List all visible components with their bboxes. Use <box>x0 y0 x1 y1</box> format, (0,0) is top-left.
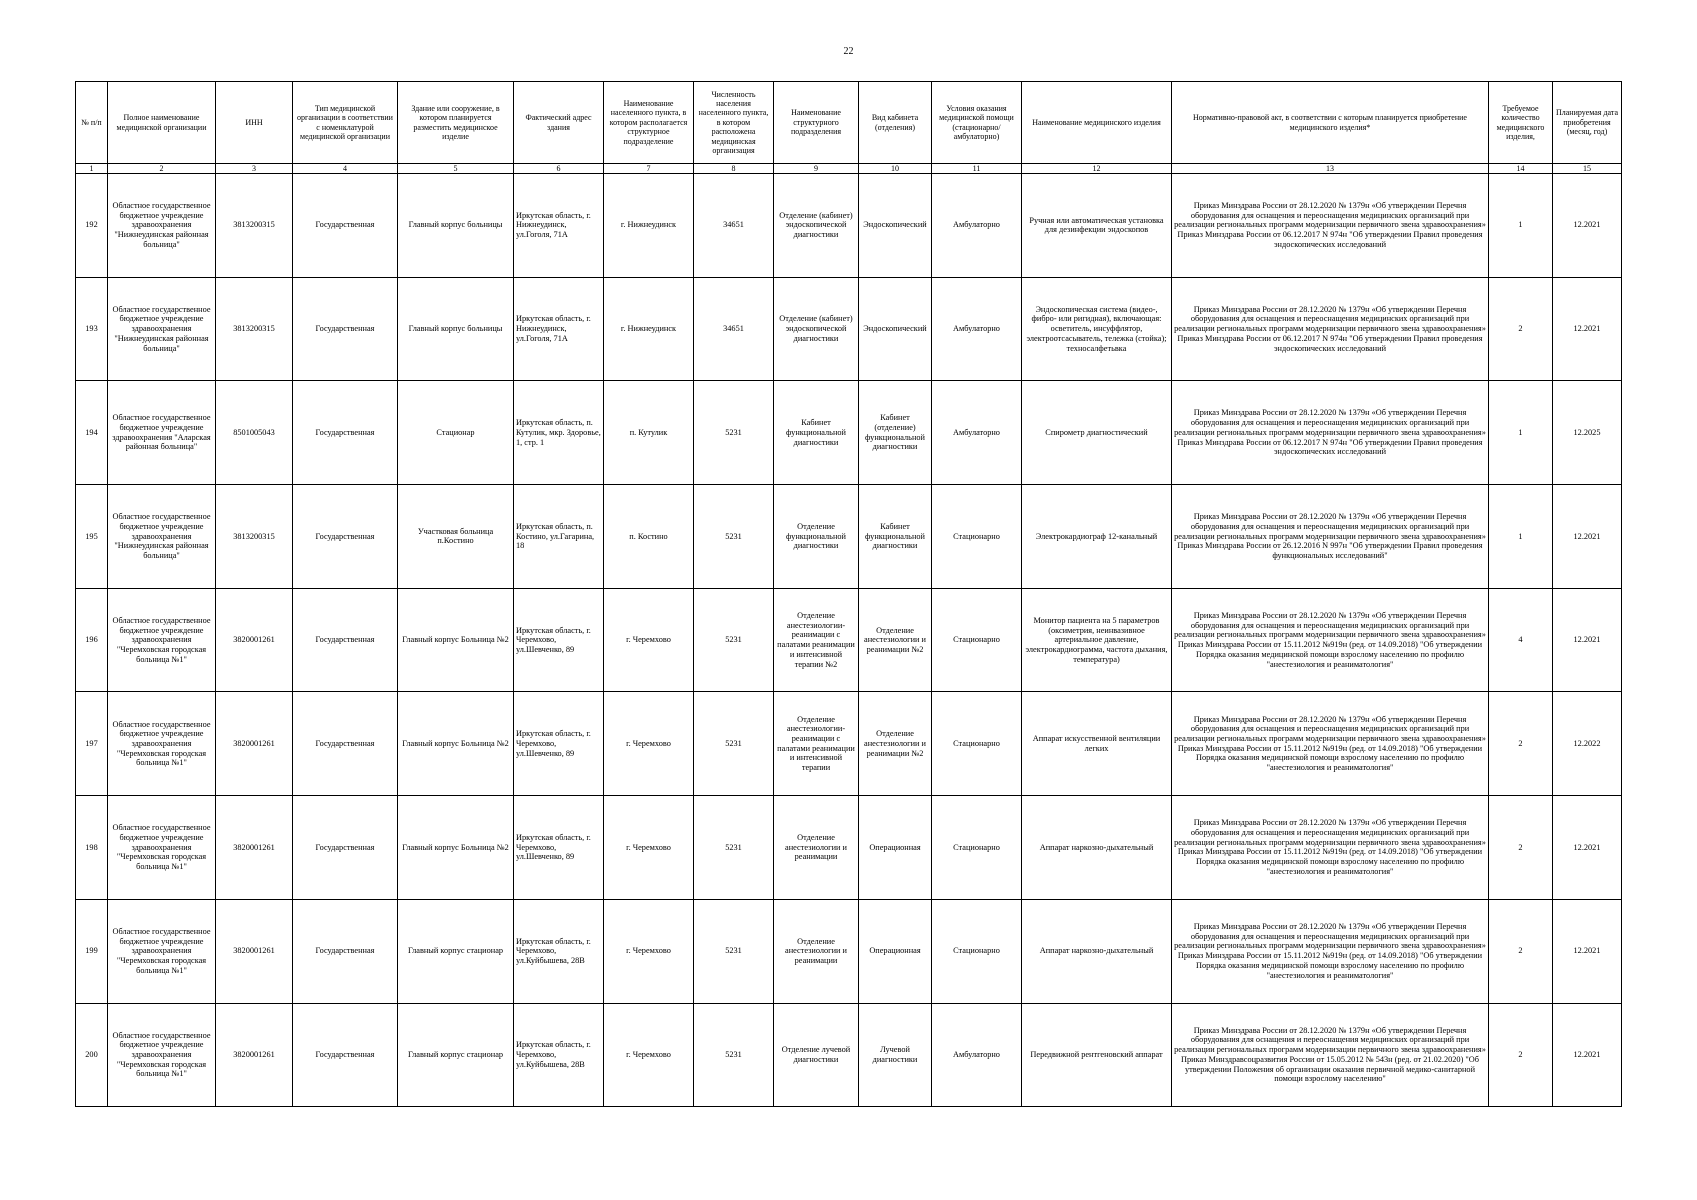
planned-date: 12.2021 <box>1553 796 1622 900</box>
device-name: Аппарат искусственной вентиляции легких <box>1022 692 1172 796</box>
building-name: Главный корпус Больница №2 <box>398 796 514 900</box>
table-row <box>76 381 1622 485</box>
division-name: Отделение (кабинет) эндоскопической диагностики <box>774 277 859 381</box>
population-value: 34651 <box>694 277 774 381</box>
row-number: 200 <box>76 1003 108 1107</box>
header-row <box>76 82 1622 164</box>
organization-name: Областное государственное бюджетное учреждение здравоохранения "Черемховская городская больница №1" <box>108 796 216 900</box>
table-row <box>76 1003 1622 1107</box>
regulatory-act: Приказ Минздрава России от 28.12.2020 № 1379н «Об утверждении Перечня оборудования для оснащения и переоснащения медицинских организаций при реализации региональных программ модернизации первичного звена здравоохранения» Приказ Минздрава России от 15.11.2012 №919н (ред. от 14.09.2018) "Об утверждении Порядка оказания медицинской помощи взрослому населению по профилю "анестезиология и реаниматология" <box>1172 796 1489 900</box>
row-number: 196 <box>76 588 108 692</box>
settlement-name: г. Черемхово <box>604 588 694 692</box>
inn-value: 3820001261 <box>216 899 293 1003</box>
division-name: Отделение лучевой диагностики <box>774 1003 859 1107</box>
division-name: Кабинет функциональной диагностики <box>774 381 859 485</box>
population-value: 5231 <box>694 381 774 485</box>
building-name: Главный корпус стационар <box>398 899 514 1003</box>
device-name: Передвижной рентгеновский аппарат <box>1022 1003 1172 1107</box>
column-number-row <box>76 164 1622 174</box>
population-value: 5231 <box>694 1003 774 1107</box>
cabinet-type: Эндоскопический <box>859 174 932 278</box>
building-address: Иркутская область, п. Кутулик, мкр. Здоровье, 1, стр. 1 <box>514 381 604 485</box>
column-number: 1 <box>76 164 108 174</box>
required-quantity: 1 <box>1489 381 1553 485</box>
device-name: Аппарат наркозно-дыхательный <box>1022 796 1172 900</box>
regulatory-act: Приказ Минздрава России от 28.12.2020 № 1379н «Об утверждении Перечня оборудования для оснащения и переоснащения медицинских организаций при реализации региональных программ модернизации первичного звена здравоохранения» Приказ Минздрава России от 06.12.2017 N 974н "Об утверждении Правил проведения эндоскопических исследований <box>1172 381 1489 485</box>
settlement-name: г. Черемхово <box>604 1003 694 1107</box>
column-number: 13 <box>1172 164 1489 174</box>
device-name: Спирометр диагностический <box>1022 381 1172 485</box>
table-row <box>76 588 1622 692</box>
division-name: Отделение анестезиологии-реанимации с палатами реанимации и интенсивной терапии №2 <box>774 588 859 692</box>
col-header: № п/п <box>76 82 108 164</box>
col-header: Нормативно-правовой акт, в соответствии с которым планируется приобретение медицинского изделия* <box>1172 82 1489 164</box>
planned-date: 12.2021 <box>1553 174 1622 278</box>
cabinet-type: Кабинет функциональной диагностики <box>859 485 932 589</box>
equipment-registry-table <box>75 81 1622 1107</box>
planned-date: 12.2021 <box>1553 899 1622 1003</box>
regulatory-act: Приказ Минздрава России от 28.12.2020 № 1379н «Об утверждении Перечня оборудования для оснащения и переоснащения медицинских организаций при реализации региональных программ модернизации первичного звена здравоохранения» Приказ Минздравсоцразвития России от 15.05.2012 № 543н (ред. от 21.02.2020) "Об утверждении Положения об организации оказания первичной медико-санитарной помощи взрослому населению" <box>1172 1003 1489 1107</box>
settlement-name: г. Нижнеудинск <box>604 277 694 381</box>
building-address: Иркутская область, г. Черемхово, ул.Шевченко, 89 <box>514 588 604 692</box>
inn-value: 3813200315 <box>216 485 293 589</box>
care-conditions: Стационарно <box>932 899 1022 1003</box>
organization-type: Государственная <box>293 485 398 589</box>
required-quantity: 4 <box>1489 588 1553 692</box>
division-name: Отделение анестезиологии-реанимации с палатами реанимации и интенсивной терапии <box>774 692 859 796</box>
organization-name: Областное государственное бюджетное учреждение здравоохранения "Черемховская городская больница №1" <box>108 1003 216 1107</box>
table-row <box>76 174 1622 278</box>
device-name: Электрокардиограф 12-канальный <box>1022 485 1172 589</box>
cabinet-type: Кабинет (отделение) функциональной диагностики <box>859 381 932 485</box>
inn-value: 3813200315 <box>216 174 293 278</box>
row-number: 198 <box>76 796 108 900</box>
population-value: 5231 <box>694 796 774 900</box>
inn-value: 3820001261 <box>216 796 293 900</box>
care-conditions: Амбулаторно <box>932 1003 1022 1107</box>
settlement-name: г. Черемхово <box>604 796 694 900</box>
organization-name: Областное государственное бюджетное учреждение здравоохранения "Нижнеудинская районная больница" <box>108 485 216 589</box>
inn-value: 8501005043 <box>216 381 293 485</box>
organization-type: Государственная <box>293 277 398 381</box>
care-conditions: Стационарно <box>932 796 1022 900</box>
table-row <box>76 796 1622 900</box>
col-header: Здание или сооружение, в котором планируется разместить медицинское изделие <box>398 82 514 164</box>
required-quantity: 2 <box>1489 692 1553 796</box>
inn-value: 3820001261 <box>216 588 293 692</box>
care-conditions: Амбулаторно <box>932 277 1022 381</box>
care-conditions: Стационарно <box>932 692 1022 796</box>
settlement-name: г. Черемхово <box>604 899 694 1003</box>
table-body <box>76 174 1622 1107</box>
building-address: Иркутская область, г. Черемхово, ул.Шевченко, 89 <box>514 796 604 900</box>
row-number: 194 <box>76 381 108 485</box>
table-row <box>76 277 1622 381</box>
table-row <box>76 485 1622 589</box>
col-header: Фактический адрес здания <box>514 82 604 164</box>
column-number: 9 <box>774 164 859 174</box>
population-value: 5231 <box>694 899 774 1003</box>
building-name: Стационар <box>398 381 514 485</box>
care-conditions: Амбулаторно <box>932 174 1022 278</box>
required-quantity: 1 <box>1489 174 1553 278</box>
col-header: Полное наименование медицинской организации <box>108 82 216 164</box>
care-conditions: Амбулаторно <box>932 381 1022 485</box>
regulatory-act: Приказ Минздрава России от 28.12.2020 № 1379н «Об утверждении Перечня оборудования для оснащения и переоснащения медицинских организаций при реализации региональных программ модернизации первичного звена здравоохранения» Приказ Минздрава России от 26.12.2016 N 997н "Об утверждении Правил проведения функциональных исследований" <box>1172 485 1489 589</box>
building-name: Участковая больница п.Костино <box>398 485 514 589</box>
organization-type: Государственная <box>293 381 398 485</box>
planned-date: 12.2025 <box>1553 381 1622 485</box>
col-header: Численность населения населенного пункта, в котором расположена медицинская организация <box>694 82 774 164</box>
population-value: 5231 <box>694 485 774 589</box>
regulatory-act: Приказ Минздрава России от 28.12.2020 № 1379н «Об утверждении Перечня оборудования для оснащения и переоснащения медицинских организаций при реализации региональных программ модернизации первичного звена здравоохранения» Приказ Минздрава России от 06.12.2017 N 974н "Об утверждении Правил проведения эндоскопических исследований <box>1172 277 1489 381</box>
column-number: 11 <box>932 164 1022 174</box>
table-row <box>76 899 1622 1003</box>
cabinet-type: Эндоскопический <box>859 277 932 381</box>
care-conditions: Стационарно <box>932 485 1022 589</box>
column-number: 12 <box>1022 164 1172 174</box>
population-value: 34651 <box>694 174 774 278</box>
organization-type: Государственная <box>293 796 398 900</box>
required-quantity: 1 <box>1489 485 1553 589</box>
cabinet-type: Лучевой диагностики <box>859 1003 932 1107</box>
division-name: Отделение анестезиологии и реанимации <box>774 899 859 1003</box>
building-name: Главный корпус стационар <box>398 1003 514 1107</box>
building-address: Иркутская область, г. Черемхово, ул.Куйбышева, 28В <box>514 899 604 1003</box>
col-header: Тип медицинской организации в соответствии с номенклатурой медицинской организации <box>293 82 398 164</box>
inn-value: 3820001261 <box>216 1003 293 1107</box>
planned-date: 12.2021 <box>1553 1003 1622 1107</box>
organization-type: Государственная <box>293 588 398 692</box>
regulatory-act: Приказ Минздрава России от 28.12.2020 № 1379н «Об утверждении Перечня оборудования для оснащения и переоснащения медицинских организаций при реализации региональных программ модернизации первичного звена здравоохранения» Приказ Минздрава России от 15.11.2012 №919н (ред. от 14.09.2018) "Об утверждении Порядка оказания медицинской помощи взрослому населению по профилю "анестезиология и реаниматология" <box>1172 692 1489 796</box>
row-number: 195 <box>76 485 108 589</box>
organization-name: Областное государственное бюджетное учреждение здравоохранения "Нижнеудинская районная больница" <box>108 174 216 278</box>
population-value: 5231 <box>694 588 774 692</box>
column-number: 14 <box>1489 164 1553 174</box>
care-conditions: Стационарно <box>932 588 1022 692</box>
col-header: Наименование медицинского изделия <box>1022 82 1172 164</box>
organization-name: Областное государственное бюджетное учреждение здравоохранения "Черемховская городская больница №1" <box>108 588 216 692</box>
building-address: Иркутская область, г. Нижнеудинск, ул.Гоголя, 71А <box>514 174 604 278</box>
inn-value: 3820001261 <box>216 692 293 796</box>
page-number: 22 <box>843 46 854 57</box>
settlement-name: г. Черемхово <box>604 692 694 796</box>
division-name: Отделение функциональной диагностики <box>774 485 859 589</box>
required-quantity: 2 <box>1489 1003 1553 1107</box>
organization-type: Государственная <box>293 899 398 1003</box>
column-number: 8 <box>694 164 774 174</box>
building-name: Главный корпус Больница №2 <box>398 588 514 692</box>
organization-name: Областное государственное бюджетное учреждение здравоохранения "Черемховская городская больница №1" <box>108 899 216 1003</box>
col-header: Планируемая дата приобретения (месяц, год) <box>1553 82 1622 164</box>
population-value: 5231 <box>694 692 774 796</box>
regulatory-act: Приказ Минздрава России от 28.12.2020 № 1379н «Об утверждении Перечня оборудования для оснащения и переоснащения медицинских организаций при реализации региональных программ модернизации первичного звена здравоохранения» Приказ Минздрава России от 06.12.2017 N 974н "Об утверждении Правил проведения эндоскопических исследований <box>1172 174 1489 278</box>
col-header: ИНН <box>216 82 293 164</box>
device-name: Ручная или автоматическая установка для дезинфекции эндоскопов <box>1022 174 1172 278</box>
settlement-name: п. Кутулик <box>604 381 694 485</box>
inn-value: 3813200315 <box>216 277 293 381</box>
regulatory-act: Приказ Минздрава России от 28.12.2020 № 1379н «Об утверждении Перечня оборудования для оснащения и переоснащения медицинских организаций при реализации региональных программ модернизации первичного звена здравоохранения» Приказ Минздрава России от 15.11.2012 №919н (ред. от 14.09.2018) "Об утверждении Порядка оказания медицинской помощи взрослому населению по профилю "анестезиология и реаниматология" <box>1172 899 1489 1003</box>
building-address: Иркутская область, г. Нижнеудинск, ул.Гоголя, 71А <box>514 277 604 381</box>
row-number: 197 <box>76 692 108 796</box>
building-address: Иркутская область, г. Черемхово, ул.Шевченко, 89 <box>514 692 604 796</box>
column-number: 6 <box>514 164 604 174</box>
column-number: 15 <box>1553 164 1622 174</box>
building-address: Иркутская область, г. Черемхово, ул.Куйбышева, 28В <box>514 1003 604 1107</box>
col-header: Наименование структурного подразделения <box>774 82 859 164</box>
required-quantity: 2 <box>1489 796 1553 900</box>
device-name: Аппарат наркозно-дыхательный <box>1022 899 1172 1003</box>
building-address: Иркутская область, п. Костино, ул.Гагарина, 18 <box>514 485 604 589</box>
column-number: 3 <box>216 164 293 174</box>
organization-type: Государственная <box>293 692 398 796</box>
column-number: 2 <box>108 164 216 174</box>
device-name: Монитор пациента на 5 параметров (оксиметрия, неинвазивное артериальное давление, электрокардиограмма, частота дыхания, температура) <box>1022 588 1172 692</box>
row-number: 199 <box>76 899 108 1003</box>
organization-name: Областное государственное бюджетное учреждение здравоохранения "Черемховская городская больница №1" <box>108 692 216 796</box>
column-number: 4 <box>293 164 398 174</box>
settlement-name: г. Нижнеудинск <box>604 174 694 278</box>
column-number: 5 <box>398 164 514 174</box>
planned-date: 12.2021 <box>1553 588 1622 692</box>
column-number: 10 <box>859 164 932 174</box>
required-quantity: 2 <box>1489 899 1553 1003</box>
organization-type: Государственная <box>293 1003 398 1107</box>
planned-date: 12.2022 <box>1553 692 1622 796</box>
column-number: 7 <box>604 164 694 174</box>
cabinet-type: Операционная <box>859 899 932 1003</box>
col-header: Наименование населенного пункта, в котором располагается структурное подразделение <box>604 82 694 164</box>
row-number: 193 <box>76 277 108 381</box>
building-name: Главный корпус Больница №2 <box>398 692 514 796</box>
row-number: 192 <box>76 174 108 278</box>
cabinet-type: Отделение анестезиологии и реанимации №2 <box>859 692 932 796</box>
col-header: Условия оказания медицинской помощи (стационарно/амбулаторно) <box>932 82 1022 164</box>
organization-name: Областное государственное бюджетное учреждение здравоохранения "Нижнеудинская районная больница" <box>108 277 216 381</box>
organization-type: Государственная <box>293 174 398 278</box>
cabinet-type: Отделение анестезиологии и реанимации №2 <box>859 588 932 692</box>
required-quantity: 2 <box>1489 277 1553 381</box>
building-name: Главный корпус больницы <box>398 277 514 381</box>
division-name: Отделение анестезиологии и реанимации <box>774 796 859 900</box>
organization-name: Областное государственное бюджетное учреждение здравоохранения "Аларская районная больница" <box>108 381 216 485</box>
division-name: Отделение (кабинет) эндоскопической диагностики <box>774 174 859 278</box>
cabinet-type: Операционная <box>859 796 932 900</box>
table-row <box>76 692 1622 796</box>
planned-date: 12.2021 <box>1553 277 1622 381</box>
regulatory-act: Приказ Минздрава России от 28.12.2020 № 1379н «Об утверждении Перечня оборудования для оснащения и переоснащения медицинских организаций при реализации региональных программ модернизации первичного звена здравоохранения» Приказ Минздрава России от 15.11.2012 №919н (ред. от 14.09.2018) "Об утверждении Порядка оказания медицинской помощи взрослому населению по профилю "анестезиология и реаниматология" <box>1172 588 1489 692</box>
settlement-name: п. Костино <box>604 485 694 589</box>
building-name: Главный корпус больницы <box>398 174 514 278</box>
planned-date: 12.2021 <box>1553 485 1622 589</box>
device-name: Эндоскопическая система (видео-, фибро- или ригидная), включающая: осветитель, инсуффлятор, электроотсасыватель, тележка (стойка); техносалфетьвка <box>1022 277 1172 381</box>
col-header: Вид кабинета (отделения) <box>859 82 932 164</box>
col-header: Требуемое количество медицинского изделия, <box>1489 82 1553 164</box>
